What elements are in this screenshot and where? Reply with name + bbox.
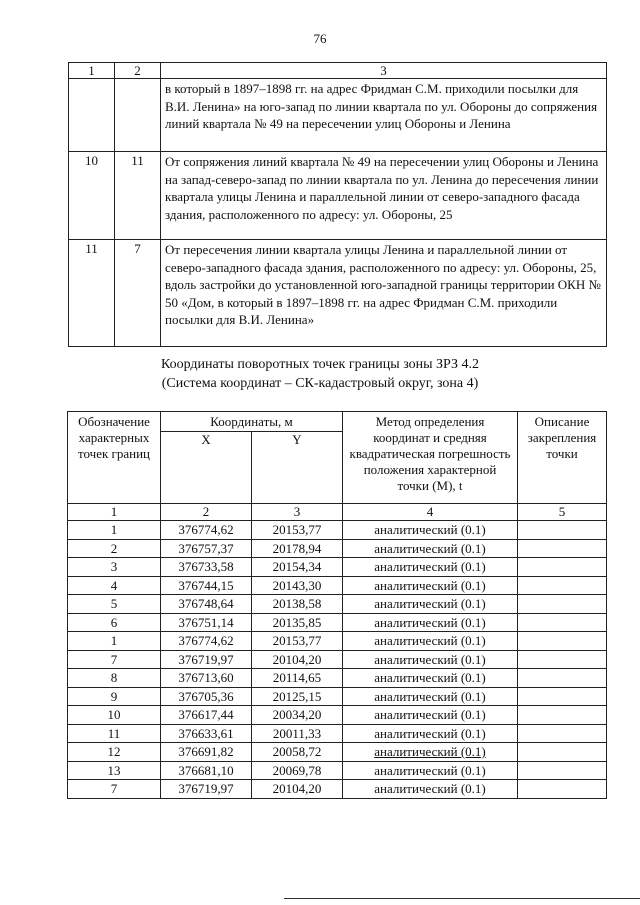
point-number: 13 bbox=[68, 761, 161, 780]
column-number: 5 bbox=[518, 504, 607, 521]
point-number: 7 bbox=[68, 780, 161, 799]
from-point: 11 bbox=[69, 240, 115, 347]
description-cell bbox=[518, 521, 607, 540]
coord-y: 20069,78 bbox=[252, 761, 343, 780]
coord-y: 20114,65 bbox=[252, 669, 343, 688]
coord-y: 20154,34 bbox=[252, 558, 343, 577]
divider bbox=[284, 898, 640, 899]
point-number: 4 bbox=[68, 576, 161, 595]
header-description: Описание закрепления точки bbox=[518, 412, 607, 504]
caption-title: Координаты поворотных точек границы зоны ЗРЗ 4.2 bbox=[160, 357, 480, 372]
coord-y: 20153,77 bbox=[252, 632, 343, 651]
coord-y: 20058,72 bbox=[252, 743, 343, 762]
boundary-text: в который в 1897–1898 гг. на адрес Фридман С.М. приходили посылки для В.И. Ленина» на юго-запад по линии квартала по ул. Обороны до сопряжения линий квартала № 49 на пересечении улиц Обороны и Ленина bbox=[161, 79, 607, 152]
coord-x: 376705,36 bbox=[161, 687, 252, 706]
method-cell: аналитический (0.1) bbox=[343, 558, 518, 577]
coord-y: 20135,85 bbox=[252, 613, 343, 632]
method-cell: аналитический (0.1) bbox=[343, 780, 518, 799]
method-cell: аналитический (0.1) bbox=[343, 724, 518, 743]
description-cell bbox=[518, 632, 607, 651]
table-row bbox=[68, 613, 607, 632]
column-number: 1 bbox=[68, 504, 161, 521]
method-cell: аналитический (0.1) bbox=[343, 539, 518, 558]
point-number: 11 bbox=[68, 724, 161, 743]
header-x: X bbox=[161, 432, 252, 504]
description-cell bbox=[518, 687, 607, 706]
coord-x: 376774,62 bbox=[161, 632, 252, 651]
coord-x: 376617,44 bbox=[161, 706, 252, 725]
table-row bbox=[69, 152, 607, 240]
header-col-3: 3 bbox=[161, 63, 607, 79]
coord-x: 376633,61 bbox=[161, 724, 252, 743]
table-row bbox=[68, 780, 607, 799]
coord-x: 376713,60 bbox=[161, 669, 252, 688]
method-cell: аналитический (0.1) bbox=[343, 595, 518, 614]
column-number: 4 bbox=[343, 504, 518, 521]
column-number: 3 bbox=[252, 504, 343, 521]
coord-x: 376744,15 bbox=[161, 576, 252, 595]
coord-y: 20034,20 bbox=[252, 706, 343, 725]
table-row bbox=[69, 240, 607, 347]
method-cell: аналитический (0.1) bbox=[343, 650, 518, 669]
description-cell bbox=[518, 706, 607, 725]
coord-x: 376691,82 bbox=[161, 743, 252, 762]
boundary-text: От сопряжения линий квартала № 49 на пересечении улиц Обороны и Ленина на запад-северо-запад по линии квартала по ул. Ленина до пересечения линии квартала улицы Ленина и параллельной линии от северо-западного фасада здания, расположенного по адресу: ул. Обороны, 25 bbox=[161, 152, 607, 240]
boundary-text: От пересечения линии квартала улицы Ленина и параллельной линии от северо-западного фасада здания, расположенного по адресу: ул. Обороны, 25, вдоль застройки до установленной юго-западной границы территории ОКН № 50 «Дом, в который в 1897–1898 гг. на адрес Фридман С.М. приходили посылки для В.И. Ленина» bbox=[161, 240, 607, 347]
from-point bbox=[69, 79, 115, 152]
coord-y: 20104,20 bbox=[252, 650, 343, 669]
point-number: 9 bbox=[68, 687, 161, 706]
table-row bbox=[68, 706, 607, 725]
coord-y: 20143,30 bbox=[252, 576, 343, 595]
point-number: 1 bbox=[68, 632, 161, 651]
table-row bbox=[68, 687, 607, 706]
from-point: 10 bbox=[69, 152, 115, 240]
point-number: 5 bbox=[68, 595, 161, 614]
coord-y: 20011,33 bbox=[252, 724, 343, 743]
description-cell bbox=[518, 576, 607, 595]
caption-subtitle: (Система координат – СК-кадастровый округ, зона 4) bbox=[161, 376, 479, 391]
table-row bbox=[68, 539, 607, 558]
to-point: 7 bbox=[115, 240, 161, 347]
description-cell bbox=[518, 539, 607, 558]
description-cell bbox=[518, 650, 607, 669]
method-cell: аналитический (0.1) bbox=[343, 706, 518, 725]
method-cell: аналитический (0.1) bbox=[343, 669, 518, 688]
coord-y: 20125,15 bbox=[252, 687, 343, 706]
header-col-1: 1 bbox=[69, 63, 115, 79]
coord-x: 376748,64 bbox=[161, 595, 252, 614]
header-coordinates: Координаты, м bbox=[161, 412, 343, 432]
column-number-row bbox=[68, 504, 607, 521]
method-cell: аналитический (0.1) bbox=[343, 743, 518, 762]
table-row bbox=[68, 669, 607, 688]
coord-x: 376719,97 bbox=[161, 780, 252, 799]
description-cell bbox=[518, 558, 607, 577]
page-number: 76 bbox=[313, 31, 327, 46]
table-row bbox=[68, 595, 607, 614]
method-cell: аналитический (0.1) bbox=[343, 576, 518, 595]
boundary-description-table bbox=[68, 62, 607, 347]
table-row bbox=[68, 724, 607, 743]
column-number: 2 bbox=[161, 504, 252, 521]
header-col-2: 2 bbox=[115, 63, 161, 79]
method-cell: аналитический (0.1) bbox=[343, 632, 518, 651]
coord-x: 376751,14 bbox=[161, 613, 252, 632]
description-cell bbox=[518, 780, 607, 799]
point-number: 3 bbox=[68, 558, 161, 577]
coord-y: 20104,20 bbox=[252, 780, 343, 799]
description-cell bbox=[518, 669, 607, 688]
table-row bbox=[68, 521, 607, 540]
description-cell bbox=[518, 613, 607, 632]
table-header-row bbox=[69, 63, 607, 79]
description-cell bbox=[518, 724, 607, 743]
table-row bbox=[68, 650, 607, 669]
coord-y: 20178,94 bbox=[252, 539, 343, 558]
to-point: 11 bbox=[115, 152, 161, 240]
point-number: 6 bbox=[68, 613, 161, 632]
method-cell: аналитический (0.1) bbox=[343, 761, 518, 780]
description-cell bbox=[518, 595, 607, 614]
coord-x: 376719,97 bbox=[161, 650, 252, 669]
point-number: 8 bbox=[68, 669, 161, 688]
header-y: Y bbox=[252, 432, 343, 504]
coord-x: 376774,62 bbox=[161, 521, 252, 540]
coord-x: 376757,37 bbox=[161, 539, 252, 558]
coord-x: 376681,10 bbox=[161, 761, 252, 780]
coord-y: 20153,77 bbox=[252, 521, 343, 540]
to-point bbox=[115, 79, 161, 152]
table-row bbox=[68, 761, 607, 780]
method-cell: аналитический (0.1) bbox=[343, 613, 518, 632]
point-number: 7 bbox=[68, 650, 161, 669]
point-number: 12 bbox=[68, 743, 161, 762]
table-row bbox=[68, 558, 607, 577]
point-number: 1 bbox=[68, 521, 161, 540]
coord-y: 20138,58 bbox=[252, 595, 343, 614]
coord-x: 376733,58 bbox=[161, 558, 252, 577]
table-row bbox=[69, 79, 607, 152]
table-row bbox=[68, 576, 607, 595]
method-cell: аналитический (0.1) bbox=[343, 687, 518, 706]
point-number: 10 bbox=[68, 706, 161, 725]
description-cell bbox=[518, 743, 607, 762]
coordinates-body bbox=[68, 521, 607, 799]
point-number: 2 bbox=[68, 539, 161, 558]
header-method: Метод определения координат и средняя квадратическая погрешность положения характерной точки (М), t bbox=[343, 412, 518, 504]
table-row bbox=[68, 743, 607, 762]
coordinates-table bbox=[67, 411, 607, 799]
method-cell: аналитический (0.1) bbox=[343, 521, 518, 540]
header-designation: Обозначение характерных точек границ bbox=[68, 412, 161, 504]
table-row bbox=[68, 632, 607, 651]
description-cell bbox=[518, 761, 607, 780]
